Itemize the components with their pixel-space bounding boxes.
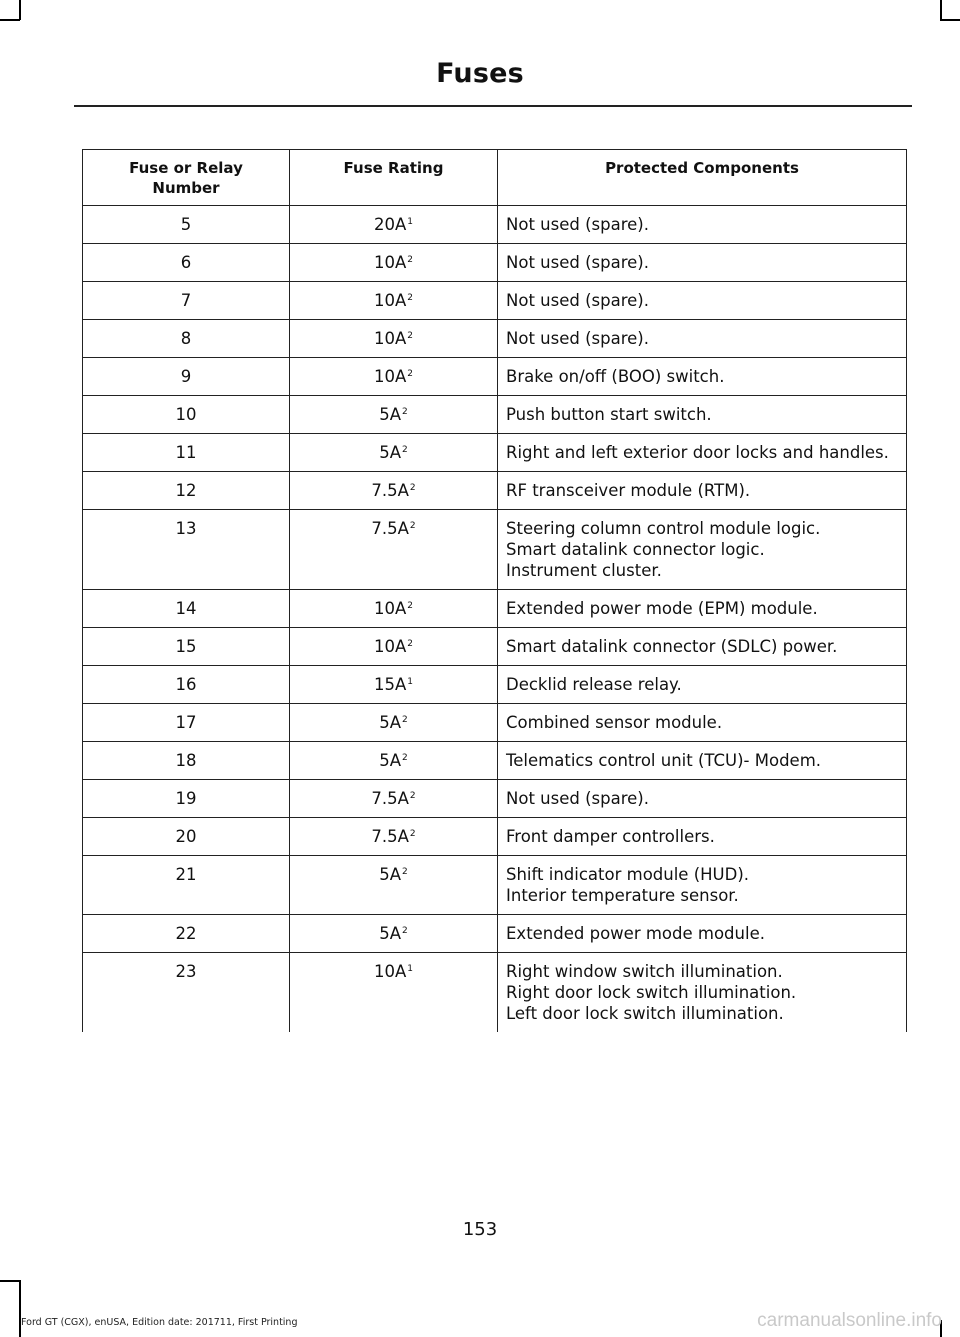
protected-component: Not used (spare). xyxy=(506,253,649,272)
table-row xyxy=(83,434,907,472)
fuse-number: 11 xyxy=(83,434,290,472)
table-row xyxy=(83,780,907,818)
footnote-marker: 2 xyxy=(402,925,408,936)
table-row xyxy=(83,818,907,856)
crop-mark xyxy=(19,1280,21,1337)
protected-components-cell xyxy=(498,780,907,818)
fuse-rating-cell xyxy=(290,628,498,666)
crop-mark xyxy=(0,19,20,21)
protected-component: Instrument cluster. xyxy=(506,561,662,580)
protected-components-cell xyxy=(498,510,907,590)
fuse-number: 5 xyxy=(83,206,290,244)
table-row xyxy=(83,244,907,282)
fuse-number: 22 xyxy=(83,915,290,953)
footnote-marker: 2 xyxy=(402,866,408,877)
fuse-rating-cell xyxy=(290,472,498,510)
fuse-rating: 5A xyxy=(379,865,402,884)
fuse-number: 15 xyxy=(83,628,290,666)
table-body xyxy=(83,206,907,1033)
protected-component: Not used (spare). xyxy=(506,329,649,348)
protected-components-cell xyxy=(498,396,907,434)
protected-components-cell xyxy=(498,953,907,1033)
crop-mark xyxy=(940,0,942,20)
fuse-number: 18 xyxy=(83,742,290,780)
fuse-rating: 7.5A xyxy=(371,519,409,538)
table-row xyxy=(83,666,907,704)
fuse-rating: 7.5A xyxy=(371,827,409,846)
fuse-rating: 5A xyxy=(379,713,402,732)
footnote-marker: 2 xyxy=(409,790,416,801)
column-header-components: Protected Components xyxy=(498,150,907,206)
protected-component: Smart datalink connector logic. xyxy=(506,540,765,559)
fuse-rating: 10A xyxy=(373,367,407,386)
footnote-marker: 2 xyxy=(409,482,416,493)
fuse-number: 6 xyxy=(83,244,290,282)
fuse-rating: 10A xyxy=(373,329,407,348)
table-row xyxy=(83,590,907,628)
table-row xyxy=(83,206,907,244)
footnote-marker: 2 xyxy=(402,444,408,455)
footnote-marker: 2 xyxy=(407,254,414,265)
fuse-rating-cell xyxy=(290,780,498,818)
protected-component: RF transceiver module (RTM). xyxy=(506,481,751,500)
protected-components-cell xyxy=(498,856,907,915)
table-row xyxy=(83,282,907,320)
table-row xyxy=(83,704,907,742)
footnote-marker: 2 xyxy=(407,330,414,341)
protected-components-cell xyxy=(498,472,907,510)
protected-components-cell xyxy=(498,320,907,358)
fuse-table xyxy=(82,149,907,1032)
protected-component: Right and left exterior door locks and handles. xyxy=(506,443,889,462)
protected-component: Right window switch illumination. xyxy=(506,962,783,981)
table-row xyxy=(83,320,907,358)
table-row xyxy=(83,396,907,434)
footnote-marker: 2 xyxy=(402,752,408,763)
fuse-rating: 7.5A xyxy=(371,789,409,808)
protected-component: Push button start switch. xyxy=(506,405,712,424)
footnote-marker: 2 xyxy=(407,600,414,611)
table-row xyxy=(83,472,907,510)
watermark: carmanualsonline.info xyxy=(757,1310,942,1331)
protected-components-cell xyxy=(498,590,907,628)
page-title: Fuses xyxy=(436,58,524,89)
footnote-marker: 2 xyxy=(407,368,414,379)
fuse-number: 19 xyxy=(83,780,290,818)
protected-components-cell xyxy=(498,206,907,244)
table-header-row xyxy=(83,150,907,206)
protected-component: Right door lock switch illumination. xyxy=(506,983,797,1002)
protected-components-cell xyxy=(498,282,907,320)
fuse-rating-cell xyxy=(290,320,498,358)
fuse-number: 7 xyxy=(83,282,290,320)
table-row xyxy=(83,742,907,780)
protected-components-cell xyxy=(498,915,907,953)
fuse-number: 21 xyxy=(83,856,290,915)
table-row xyxy=(83,915,907,953)
protected-component: Interior temperature sensor. xyxy=(506,886,739,905)
fuse-rating: 10A xyxy=(373,291,407,310)
fuse-number: 8 xyxy=(83,320,290,358)
protected-components-cell xyxy=(498,628,907,666)
protected-component: Not used (spare). xyxy=(506,215,649,234)
protected-components-cell xyxy=(498,818,907,856)
footnote-marker: 2 xyxy=(407,292,414,303)
fuse-rating-cell xyxy=(290,282,498,320)
crop-mark xyxy=(0,1280,20,1282)
fuse-number: 14 xyxy=(83,590,290,628)
table-row xyxy=(83,510,907,590)
footer-edition-info: Ford GT (CGX), enUSA, Edition date: 201711, First Printing xyxy=(21,1317,298,1328)
fuse-rating-cell xyxy=(290,434,498,472)
fuse-rating: 10A xyxy=(373,637,407,656)
fuse-rating-cell xyxy=(290,206,498,244)
footnote-marker: 2 xyxy=(409,520,416,531)
footnote-marker: 2 xyxy=(402,406,408,417)
protected-component: Combined sensor module. xyxy=(506,713,723,732)
fuse-rating: 5A xyxy=(379,924,402,943)
footnote-marker: 1 xyxy=(407,963,414,974)
fuse-rating: 10A xyxy=(373,599,407,618)
table-row xyxy=(83,358,907,396)
column-header-rating: Fuse Rating xyxy=(290,150,498,206)
protected-component: Extended power mode module. xyxy=(506,924,765,943)
fuse-rating: 15A xyxy=(373,675,407,694)
fuse-rating: 7.5A xyxy=(371,481,409,500)
fuse-number: 16 xyxy=(83,666,290,704)
fuse-rating-cell xyxy=(290,818,498,856)
footnote-marker: 1 xyxy=(407,676,414,687)
protected-component: Front damper controllers. xyxy=(506,827,715,846)
fuse-rating-cell xyxy=(290,590,498,628)
fuse-rating: 5A xyxy=(379,751,402,770)
protected-components-cell xyxy=(498,434,907,472)
protected-component: Smart datalink connector (SDLC) power. xyxy=(506,637,838,656)
protected-component: Decklid release relay. xyxy=(506,675,682,694)
fuse-rating-cell xyxy=(290,358,498,396)
fuse-number: 20 xyxy=(83,818,290,856)
crop-mark xyxy=(19,0,21,20)
fuse-rating: 20A xyxy=(373,215,407,234)
fuse-number: 23 xyxy=(83,953,290,1033)
fuse-rating-cell xyxy=(290,704,498,742)
protected-component: Not used (spare). xyxy=(506,789,649,808)
protected-components-cell xyxy=(498,358,907,396)
table-row xyxy=(83,953,907,1033)
fuse-rating: 10A xyxy=(373,253,407,272)
fuse-number: 12 xyxy=(83,472,290,510)
table-row xyxy=(83,856,907,915)
protected-component: Not used (spare). xyxy=(506,291,649,310)
protected-components-cell xyxy=(498,666,907,704)
fuse-rating-cell xyxy=(290,510,498,590)
protected-component: Extended power mode (EPM) module. xyxy=(506,599,818,618)
fuse-number: 13 xyxy=(83,510,290,590)
fuse-rating-cell xyxy=(290,856,498,915)
protected-component: Brake on/off (BOO) switch. xyxy=(506,367,725,386)
fuse-rating-cell xyxy=(290,915,498,953)
fuse-rating-cell xyxy=(290,742,498,780)
fuse-number: 17 xyxy=(83,704,290,742)
protected-component: Steering column control module logic. xyxy=(506,519,821,538)
fuse-rating: 5A xyxy=(379,405,402,424)
footnote-marker: 1 xyxy=(407,216,414,227)
protected-components-cell xyxy=(498,244,907,282)
column-header-number: Fuse or Relay Number xyxy=(83,150,290,206)
fuse-number: 10 xyxy=(83,396,290,434)
crop-mark xyxy=(940,19,960,21)
fuse-rating-cell xyxy=(290,244,498,282)
protected-component: Shift indicator module (HUD). xyxy=(506,865,750,884)
footnote-marker: 2 xyxy=(402,714,408,725)
table-row xyxy=(83,628,907,666)
footnote-marker: 2 xyxy=(409,828,416,839)
footnote-marker: 2 xyxy=(407,638,414,649)
fuse-rating-cell xyxy=(290,953,498,1033)
fuse-rating-cell xyxy=(290,666,498,704)
protected-components-cell xyxy=(498,704,907,742)
protected-component: Left door lock switch illumination. xyxy=(506,1004,784,1023)
fuse-number: 9 xyxy=(83,358,290,396)
fuse-rating: 10A xyxy=(373,962,407,981)
fuse-rating-cell xyxy=(290,396,498,434)
fuse-rating: 5A xyxy=(379,443,402,462)
protected-component: Telematics control unit (TCU)- Modem. xyxy=(506,751,822,770)
title-divider xyxy=(74,105,912,107)
protected-components-cell xyxy=(498,742,907,780)
page-number: 153 xyxy=(462,1219,498,1240)
